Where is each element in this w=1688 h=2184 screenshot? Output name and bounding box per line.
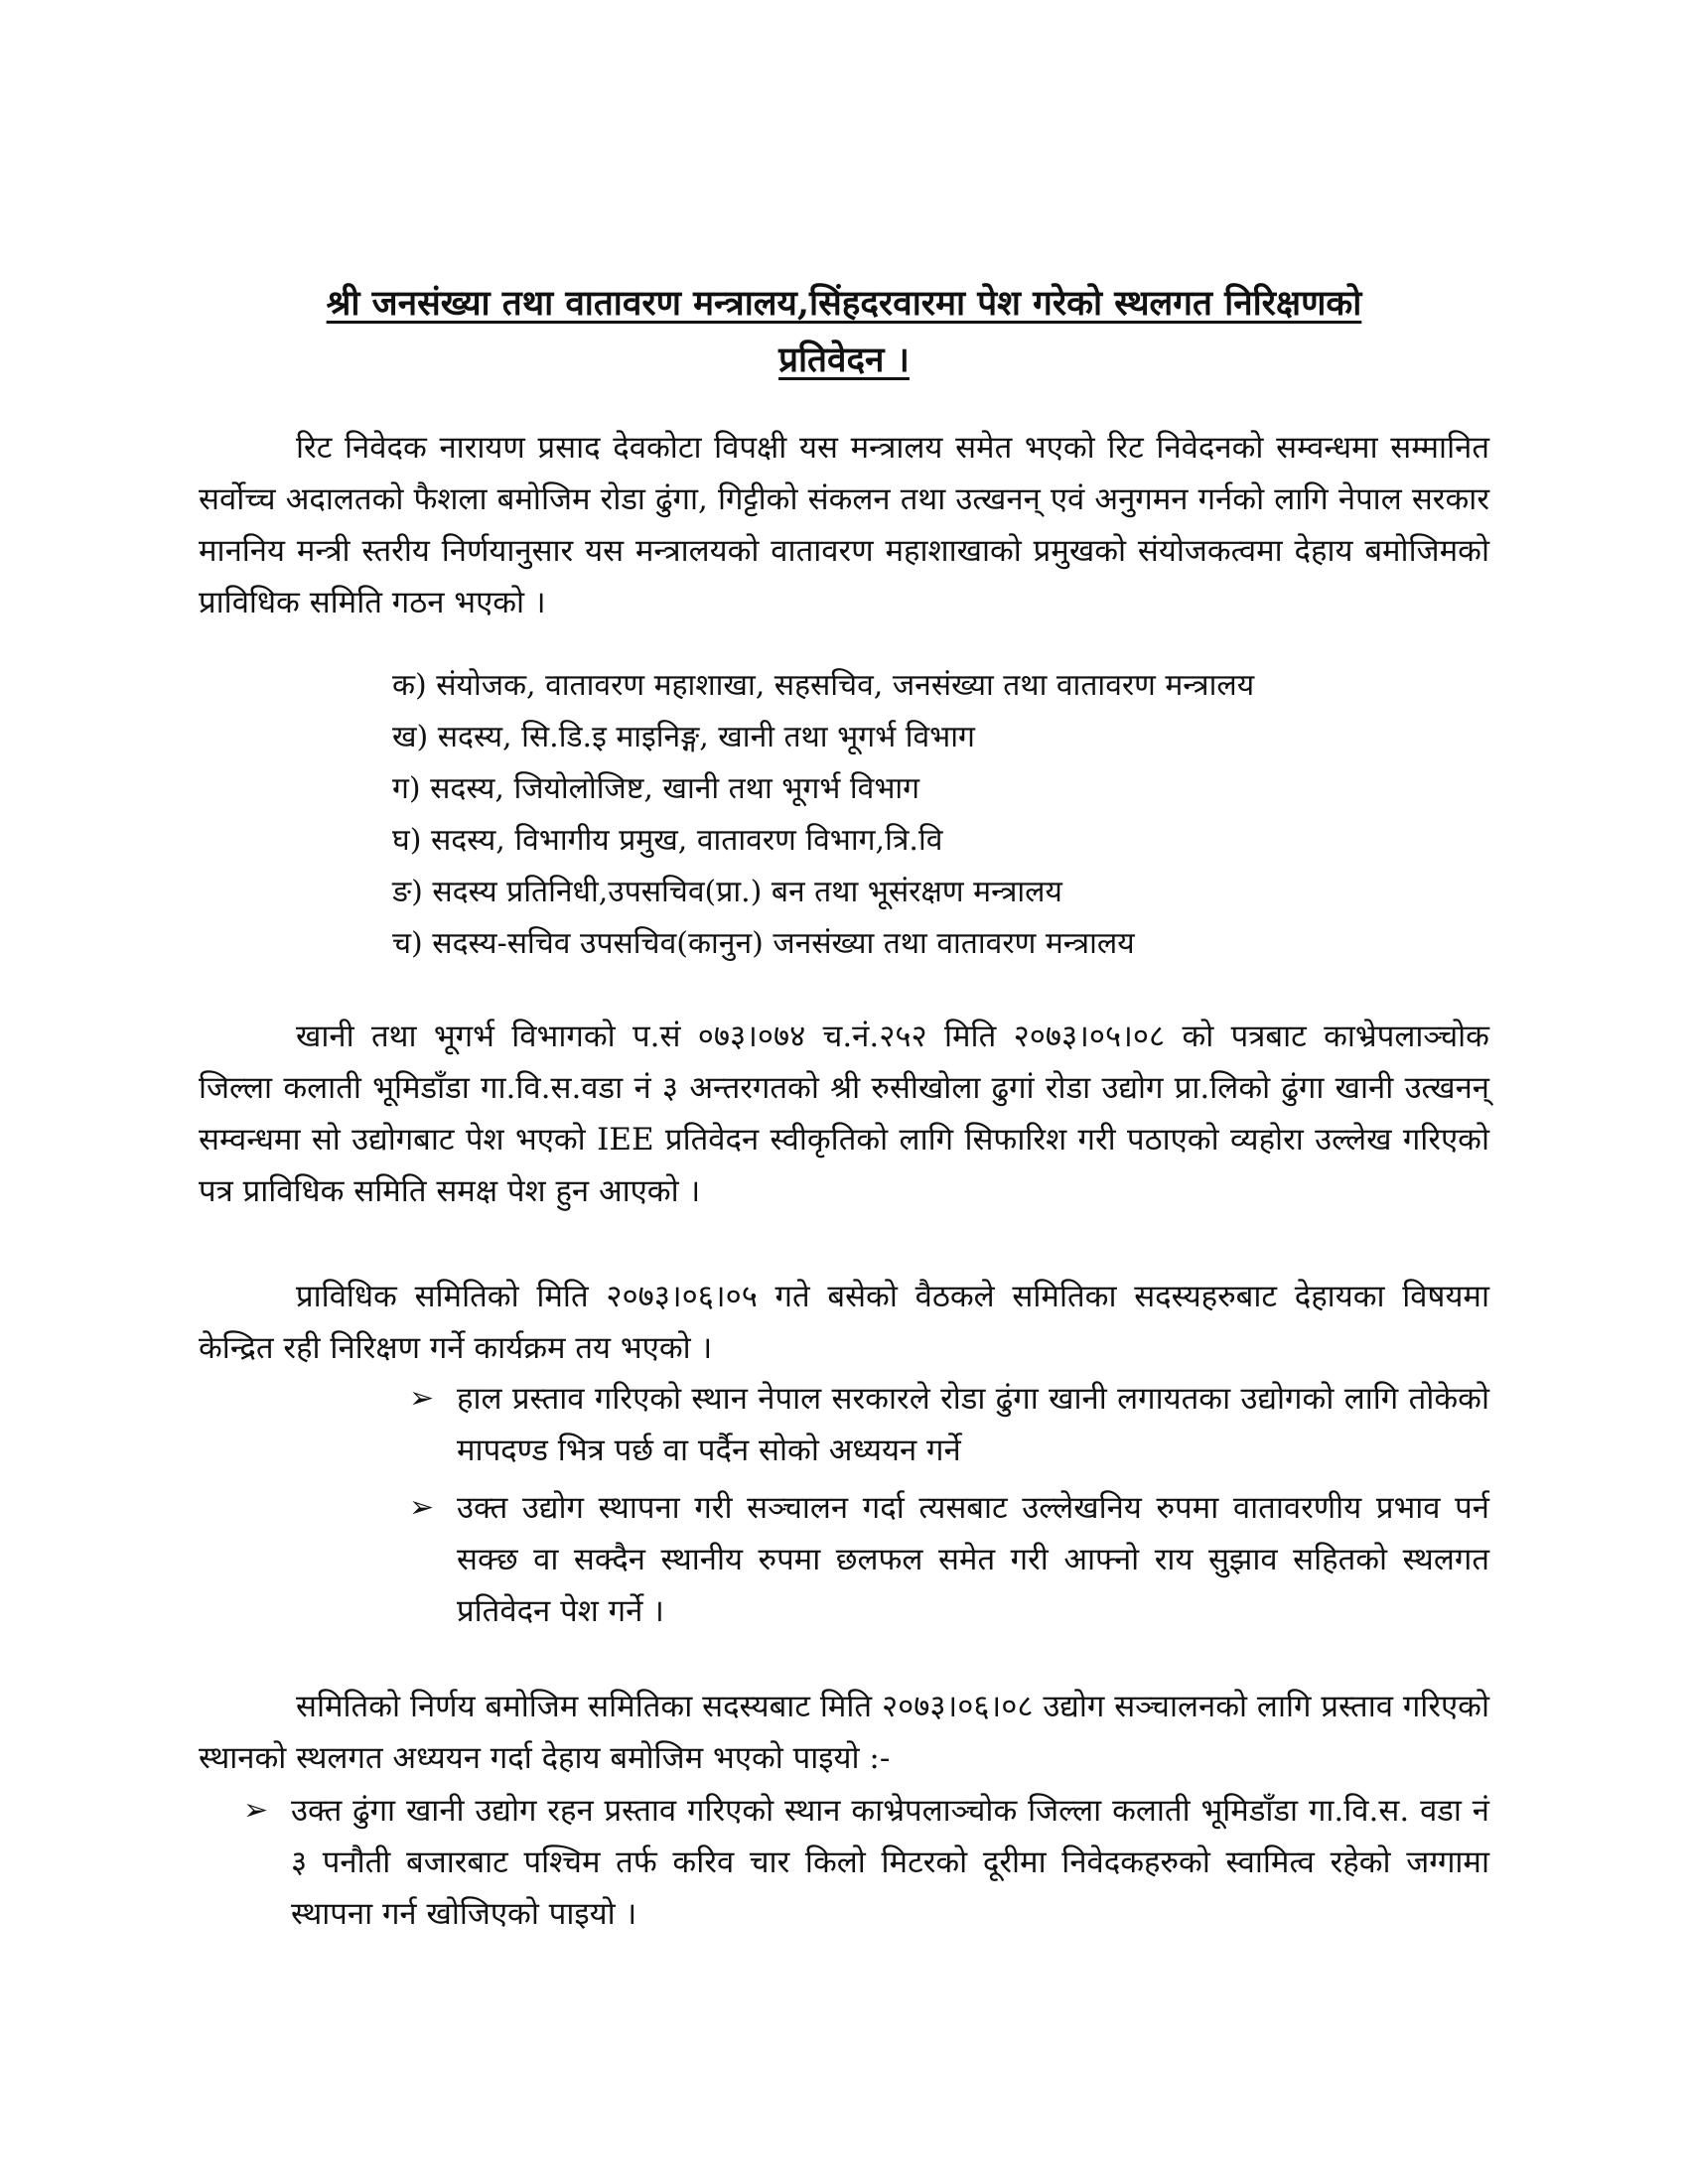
committee-member-item: ङ) सदस्य प्रतिनिधी,उपसचिव(प्रा.) बन तथा भूसंरक्षण मन्त्रालय bbox=[392, 875, 1062, 909]
letter-paragraph-text: खानी तथा भूगर्भ विभागको प.सं ०७३।०७४ च.नं.२५२ मिति २०७३।०५।०८ को पत्रबाट काभ्रेपलाञ्चोक जिल्ला कलाती भूमिडाँडा गा.वि.स.वडा नं ३ अन्तरगतको श्री रुसीखोला ढुगां रोडा उद्योग प्रा.लिको ढुंगा खानी उत्खनन् सम्वन्धमा सो उद्योगबाट पेश भएको IEE प्रतिवेदन स्वीकृतिको लागि सिफारिश गरी पठाएको व्यहोरा उल्लेख गरिएको पत्र प्राविधिक समिति समक्ष पेश हुन आएको । bbox=[199, 1019, 1489, 1209]
findings-list bbox=[243, 1785, 1489, 1946]
committee-member-item: च) सदस्य-सचिव उपसचिव(कानुन) जनसंख्या तथा वातावरण मन्त्रालय bbox=[392, 926, 1135, 961]
committee-member-item: ग) सदस्य, जियोलोजिष्ट, खानी तथा भूगर्भ विभाग bbox=[392, 771, 920, 806]
finding-text: उक्त ढुंगा खानी उद्योग रहन प्रस्ताव गरिएको स्थान काभ्रेपलाञ्चोक जिल्ला कलाती भूमिडाँडा गा.वि.स. वडा नं ३ पनौती बजारबाट पश्चिम तर्फ करिव चार किलो मिटरको दूरीमा निवेदकहरुको स्वामित्व रहेको जग्गामा स्थापना गर्न खोजिएको पाइयो । bbox=[291, 1793, 1489, 1932]
arrow-bullet-icon: ➢ bbox=[243, 1793, 269, 1828]
inspection-points-list bbox=[409, 1373, 1489, 1643]
inspection-point-item bbox=[409, 1373, 1489, 1476]
document-title-line-1: श्री जनसंख्या तथा वातावरण मन्त्रालय,सिंहदरवारमा पेश गरेको स्थलगत निरिक्षणको bbox=[326, 283, 1362, 324]
inspection-point-text: उक्त उद्योग स्थापना गरी सञ्चालन गर्दा त्यसबाट उल्लेखनिय रुपमा वातावरणीय प्रभाव पर्न सक्छ वा सक्दैन स्थानीय रुपमा छलफल समेत गरी आफ्नो राय सुझाव सहितको स्थलगत प्रतिवेदन पेश गर्ने । bbox=[457, 1490, 1489, 1629]
letter-paragraph bbox=[199, 1011, 1489, 1217]
intro-paragraph bbox=[199, 422, 1489, 628]
findings-intro-text: समितिको निर्णय बमोजिम समितिका सदस्यबाट मिति २०७३।०६।०८ उद्योग सञ्चालनको लागि प्रस्ताव गरिएको स्थानको स्थलगत अध्ययन गर्दा देहाय बमोजिम भएको पाइयो :- bbox=[199, 1689, 1489, 1776]
meeting-paragraph-text: प्राविधिक समितिको मिति २०७३।०६।०५ गते बसेको वैठकले समितिका सदस्यहरुबाट देहायका विषयमा केन्द्रित रही निरिक्षण गर्ने कार्यक्रम तय भएको । bbox=[199, 1279, 1489, 1366]
arrow-bullet-icon: ➢ bbox=[409, 1490, 435, 1525]
inspection-point-text: हाल प्रस्ताव गरिएको स्थान नेपाल सरकारले रोडा ढुंगा खानी लगायतका उद्योगको लागि तोकेको मापदण्ड भित्र पर्छ वा पर्दैन सोको अध्ययन गर्ने bbox=[457, 1381, 1489, 1468]
committee-member-item: क) संयोजक, वातावरण महाशाखा, सहसचिव, जनसंख्या तथा वातावरण मन्त्रालय bbox=[392, 668, 1255, 703]
finding-item bbox=[243, 1785, 1489, 1940]
findings-intro-paragraph bbox=[199, 1681, 1489, 1784]
inspection-point-item bbox=[409, 1482, 1489, 1637]
intro-paragraph-text: रिट निवेदक नारायण प्रसाद देवकोटा विपक्षी यस मन्त्रालय समेत भएको रिट निवेदनको सम्वन्धमा सम्मानित सर्वोच्च अदालतको फैशला बमोजिम रोडा ढुंगा, गिट्टीको संकलन तथा उत्खनन् एवं अनुगमन गर्नको लागि नेपाल सरकार माननिय मन्त्री स्तरीय निर्णयानुसार यस मन्त्रालयको वातावरण महाशाखाको प्रमुखको संयोजकत्वमा देहाय बमोजिमको प्राविधिक समिति गठन भएको । bbox=[199, 430, 1489, 620]
committee-member-item: ख) सदस्य, सि.डि.इ माइनिङ्ग, खानी तथा भूगर्भ विभाग bbox=[392, 720, 975, 754]
committee-member-item: घ) सदस्य, विभागीय प्रमुख, वातावरण विभाग,त्रि.वि bbox=[392, 823, 943, 858]
committee-member-list bbox=[392, 660, 1484, 970]
meeting-paragraph bbox=[199, 1271, 1489, 1374]
document-title-line-2: प्रतिवेदन । bbox=[778, 340, 910, 380]
arrow-bullet-icon: ➢ bbox=[409, 1381, 435, 1416]
